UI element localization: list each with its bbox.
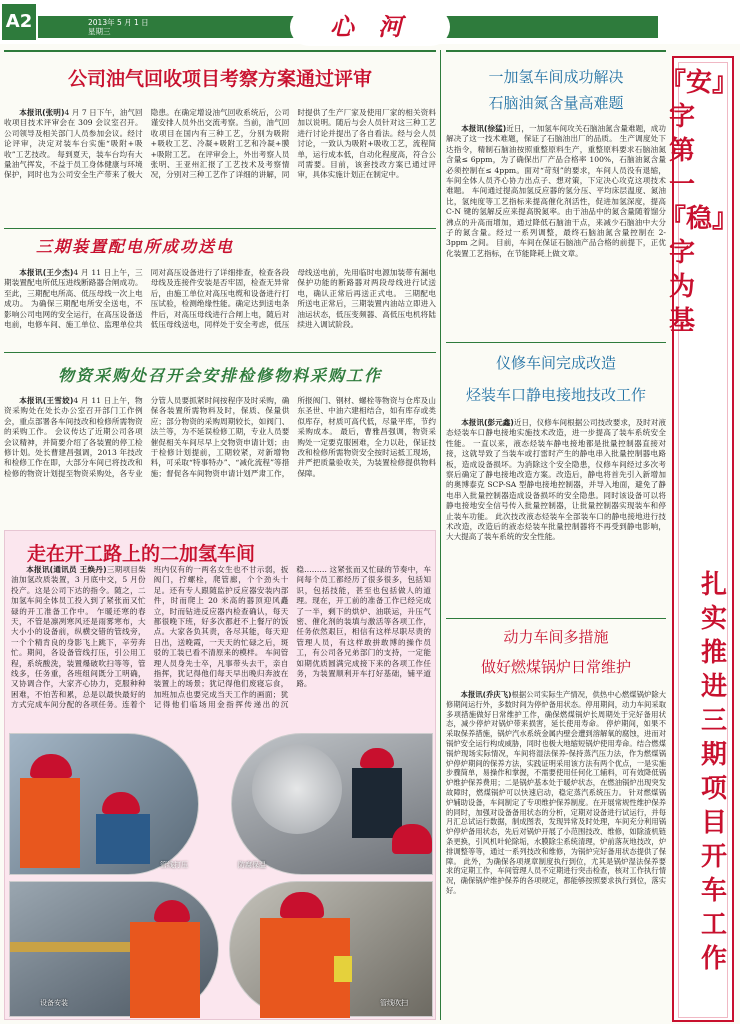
photo-equipment-installation	[9, 881, 219, 1017]
article4-body	[11, 565, 431, 761]
photo-pipeline-pressure-test	[9, 733, 199, 875]
worker-shape	[352, 768, 402, 838]
column-divider	[440, 50, 441, 1020]
article3-byline: 本报讯(王雪姣)	[19, 396, 74, 405]
article7-title-line1: 动力车间多措施	[503, 628, 609, 646]
article7-title-line2: 做好燃煤锅炉日常维护	[480, 658, 631, 676]
article7-text: 根据公司实际生产情况，供热中心燃煤锅炉除大修期间运行外，多数时间为停炉备用状态。停用期间，动力车间采取多项措施做好日常维护工作，确保燃煤锅炉长周期处于完好备用状态，减少停炉对锅炉带来损害，延长使用寿命。 停炉期间，如果不采取保养措施，锅炉汽水系统金属内壁会遭到溶解氧的腐蚀，进而对锅炉安全运行构成威胁，同时也极大地缩短锅炉使用寿命。结合燃煤锅炉现场实际情况，车间将湿法保养-保持蒸汽压力法，作为燃煤锅炉停炉期间的保养方法，实践证明采用该方法有两个优点，一是实施步骤简单，易操作和掌握，不需要使用任何化工辅料，可有效降低锅炉维护保养费用；二是锅炉基本处于暖炉状态，在燃油锅炉出现突发故障时，燃煤锅炉可以快速启动，稳定蒸汽系统压力。 针对燃煤锅炉辅助设备，车间制定了专项维护保养制度。在开展常规性维护保养的同时，加强对设备备用状态的分析，定期对设备进行试运行，并每月汇总试运行数据，制成图表，发现异常及时处理，车间充分利用锅炉停炉备用状态，先后对锅炉开展了小范围技改、维修，如除渣机链条更换，引风机叶轮除垢，水膜除尘系统清理，炉前落灰地技改，炉排调整等等，通过一系列技改和维修，为锅炉完好备用状态提供了保障。 此外，为确保各项规章制度执行到位，尤其是锅炉湿法保养要求的定期工作，车间管理人员不定期进行突击检查，核对工作执行情况，确保锅炉维护保养的各项规定，都能够按照要求执行到位，落实好。	[446, 690, 667, 895]
helmet-shape	[360, 748, 394, 768]
device-shape	[334, 956, 352, 982]
photo-caption: 设备安装	[40, 999, 68, 1007]
article3-title: 物资采购处召开会安排检修物料采购工作	[57, 366, 382, 385]
photo-anticorrosion-insulation	[231, 733, 433, 875]
helmet-shape	[392, 824, 432, 854]
article1-body	[4, 108, 436, 226]
divider	[4, 228, 436, 229]
worker-shape	[96, 814, 150, 864]
article3-body	[4, 396, 436, 522]
worker-shape	[130, 922, 200, 1018]
photo-pipeline-blowing	[229, 881, 433, 1017]
tank-shape	[252, 744, 342, 834]
article7-body	[446, 690, 666, 1020]
header-date	[88, 18, 198, 36]
article4-byline: 本报讯(通讯员 王焕丹)	[26, 565, 107, 574]
article5-byline: 本报讯(徐猛)	[461, 124, 507, 133]
photo-caption: 管线吹扫	[380, 999, 408, 1007]
issue-weekday: 星期三	[88, 27, 111, 36]
article4-box	[4, 530, 436, 1020]
article5-title-line1: 一加氢车间成功解决	[488, 68, 624, 86]
divider	[446, 618, 666, 619]
article1-byline: 本报讯(张明)	[19, 108, 65, 117]
article2-title: 三期装置配电所成功送电	[36, 237, 235, 256]
divider	[446, 342, 666, 343]
article4-text: 三期项目柴油加氢改质装置，3 月底中交，5 月份投产。这是公司下达的指令。随之，二加氢车间全体员工投入到了紧张而又忙碌的开工准备工作中。 乍暖还寒的春天，不管是凛冽寒风还是雨雾寒布，大大小小的设备前，纵横交错的管线旁，一个个精肯良的身影飞上跳下，辛劳奔忙。期间，各设备管线打压，引公用工程，系统酸洗，装置爆破吹扫等等，管线多，任务重，各班组间既分工明确，又协调合作，大家齐心协力，克服种种困难，不怕苦和累，总是以最快最好的方式完成车间分配的各项任务。连着个班内仅有的一两名女生也不甘示弱，扳阀门，拧螺栓，爬管廊，个个劲头十足。还有专人跟随监护反应器安装内部件，时而爬上 20 米高的器顶迎风矗立，时而钻进反应器内检查确认，每天都很晚下班，好多次都赶不上餐厅的饭点。大家各负其责，各尽其能，每天迎日出，送晚霞，一天天的忙碌之后，斑驳的工装已看不清原来的模样。 车间管理人员身先士卒，凡事带头去干，亲自指挥，犹记得他们每天早出晚归奔波在装置上的场景；犹记得他们废寝忘食，加班加点也要完成当天工作的画面；犹记得他们临场用金指挥传递出的沉稳……… 这紧张而又忙碌的节奏中，车间每个员工都经历了很多很多，包括知识，包括技能，甚至也包括做人的道理。现在，开工前的准备工作已经完成了一半，剩下的烘炉、油联运，升压气密、催化剂的装填与激活等各项工作，任务依然艰巨，相信有这样尽职尽责的管理人员，有这样敢拼敢博的操作员工，有公司各兄弟部门的支持，一定能如期优质圆满完成接下来的各项工作任务，为装置顺利开车打好基础，铺平道路。	[11, 565, 431, 710]
article6-body	[446, 418, 666, 614]
article6-text: 近日，仪修车间根据公司技改要求，及时对液态烃装车口静电接地实施技术改造，进一步提高了装车系统安全性能。 一直以来，液态烃装车静电接地都是批量控制器直接对接，这就导致了当装车或打雷时产生的静电串入批量控制器电路板，造成设备损坏。为消除这个安全隐患，仪修车间经过多次考察后确定了静电接地改造方案。改造后，静电将首先引入新增加的奥博泰克 SCP-SA 型静电接地控制器，并导入地面，避免了静电串入批量控制器造成设备损坏的安全隐患。同时该设备可以将静电接地安全信号传入批量控制器，让批量控制器实现装车和停止装车功能。 此次技改液态烃装车全部装车口的静电接地进行技术改造，改造后的液态烃装车批量控制器将不再受到静电影响，大大提高了装车系统的安全性能。	[446, 418, 666, 542]
article1-text: 4 月 7 日下午，油气回收项目技术评审会在 309 会议室召开。公司领导及相关部门人员参加会议。经讨论评审，决定对装车台实施“吸附+吸收”工艺技改。 每到夏天，装车台均有大量油气挥发，不益于员工身体健康与环境保护，同时也为公司安全生产带来了极大隐患。在确定增设油气回收系统后，公司谨安排人员外出交流考察。当前，油气回收项目在国内有三种工艺，分别为吸附+吸收工艺、冷凝+吸附工艺和冷凝+膜+吸附工艺。 在评审会上，外出考察人员张明、王亚州汇报了工艺技术及考察情况，分别对三种工艺作了详细的讲解，同时提供了生产厂家及使用厂家的相关资料加以说明。随后与会人员针对这三种工艺进行讨论并提出了各自看法。经与会人员讨论，一致认为吸附+吸收工艺，流程简单，运行成本低，自动化程度高，符合公司需要。目前，该套技改方案已通过评审，具体实施计划正在制定中。	[4, 108, 436, 180]
article5-text: 近日，一加氢车间攻关石脑油氮含量难题，成功解决了这一技术难题，保证了石脑油出厂的品质。 生产调度处下达指令，精制石脑油按照重整原料生产，重整原料要求石脑油氮含量≤ 6ppm，为了确保出厂产品合格率 100%，石脑油氮含量必须控制在≤ 4ppm。面对“苛刻”的要求，车间人员没有退缩，车间全体人员齐心协力出点子、想对策，下定决心攻克这项技术难题。 车间通过提高加氢反应器的氢分压、平均床层温度、氮油比，氢纯度等工艺指标来提高催化剂活性，促进加氢深度，提高 C-N 键的氢解反应来提高脱氮率。由于油品中的氮含量随着馏分沸点的升高而增加，通过降低石脑油干点，来减少石脑油中大分子的氮含量。经过一系列调整，最终石脑油氮含量控制在 2-3ppm 之间。 目前，车间在保证石脑油产品合格的前提下，正优化装置工艺指标，在节能降耗上做文章。	[446, 124, 666, 258]
pipe-shape	[10, 942, 130, 952]
article2-byline: 本报讯(王少杰)	[19, 268, 74, 277]
photo-caption: 管线打压	[160, 861, 188, 869]
helmet-shape	[102, 792, 140, 814]
article3-text: 4 月 11 日上午，物资采购处在处长办公室召开部门工作例会，重点部署各车间技改和检修所需物资的采购工作。 会议传达了近期公司各项会议精神，并简要介绍了各装置的停工检修计划。处长曹建昌强调，2013 年技改和检修工作在即，大部分车间已将技改和检修的物资计划提至物资采购处，各专业分管人员要抓紧时间按程序及时采购，确保各装置所需物料及时，保质、保量供应；部分物资的采购周期较长，如阀门、法兰等，为不延误检修工期，专业人员要催促相关车间尽早上交物资申请计划；由于检修计划提前，工期较紧，对新增物料，可采取“特事特办”、“减化流程”等措施；督促各车间物资申请计划严肃工作，所报阀门、钢材、螺栓等物资与仓库及山东圣世、中油六建相结合，如有库存或类似库存，材质可高代低，尽量平库，节约采购成本。 最后，曹雅昌强调，物资采购处一定要克服困难，全力以赴，保证技改和检修所需物资安全按时运抵工现场，并严把质量验收关，为装置检修提供物料保障。	[4, 396, 436, 478]
worker-shape	[20, 778, 80, 868]
photo-caption: 防腐保温	[238, 861, 266, 869]
article5-title-line2: 石脑油氮含量高难题	[488, 94, 624, 112]
article2-body	[4, 268, 436, 348]
slogan-left-column: 扎实推进三期项目开车工作	[700, 570, 727, 974]
helmet-shape	[30, 754, 72, 778]
masthead	[0, 0, 740, 44]
article7-byline: 本报讯(乔庆飞)	[460, 690, 512, 699]
article6-byline: 本报讯(彭元鑫)	[461, 418, 514, 427]
section-logo: 心 河	[290, 8, 450, 46]
divider	[446, 50, 666, 52]
article4-title: 走在开工路上的二加氢车间	[27, 543, 256, 565]
page-number: A2	[2, 4, 36, 40]
article6-title-line1: 仪修车间完成改造	[495, 354, 616, 372]
divider	[4, 352, 436, 353]
helmet-shape	[154, 900, 190, 922]
divider	[4, 50, 436, 52]
helmet-shape	[280, 892, 324, 918]
article6-title-line2: 烃装车口静电接地技改工作	[465, 386, 646, 404]
article5-body	[446, 124, 666, 338]
slogan-banner	[660, 56, 739, 1022]
issue-date: 2013年 5 月 1 日	[88, 18, 149, 27]
article2-text: 4 月 11 日上午，三期装置配电所低压进线断路器合闸成功。至此，三期配电所高、低压母线一次上电成功。 为确保三期配电所安全送电，不影响公司电网的安全运行，在高压设备送电前，电修车间、施工单位、监理单位共同对高压设备进行了详细排查，检查各段母线及连接件安装是否牢固，检查无异常后，由施工单位对高压电缆和设备进行打压试验，检测绝缘性能。确定达到送电条件后，对高压母线进行合闸上电，随后对低压母线送电，同样处于安全考虑，低压母线送电前，先用临时电源加装带有漏电保护功能的断路器对两段母线进行试送电，确认正常后再送正式电。 三期配电所送电正常后，三期装置内油站立即进入油运状态，低压变频器、高低压电机将陆续进入调试阶段。	[4, 268, 436, 330]
slogan-right-column: 『安』字第一『稳』字为基	[660, 68, 739, 336]
article1-title: 公司油气回收项目考察方案通过评审	[67, 68, 372, 90]
